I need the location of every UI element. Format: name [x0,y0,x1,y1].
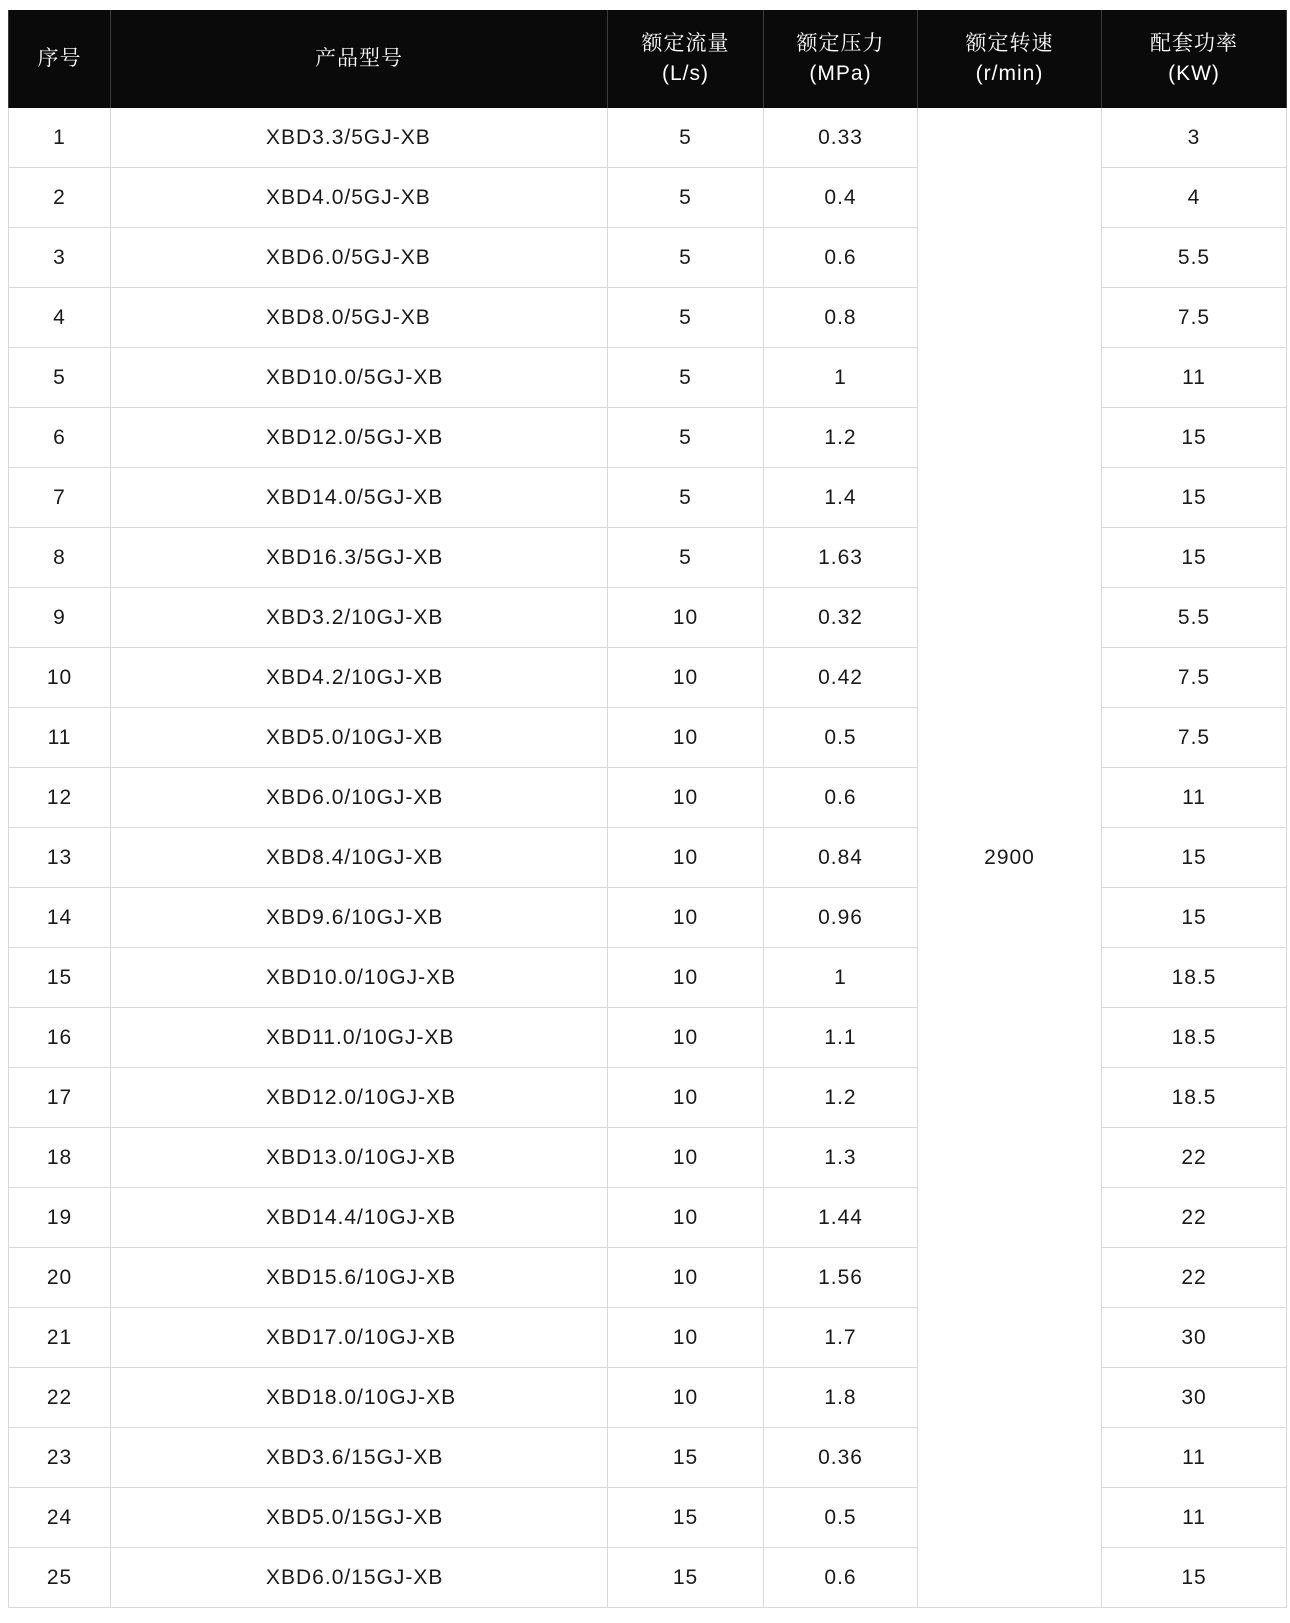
cell-flow: 5 [608,468,764,528]
cell-model: XBD8.0/5GJ-XB [111,288,608,348]
cell-index: 3 [9,228,111,288]
cell-pressure: 0.33 [764,108,918,168]
cell-index: 10 [9,648,111,708]
cell-index: 20 [9,1248,111,1308]
cell-index: 8 [9,528,111,588]
cell-pressure: 0.42 [764,648,918,708]
cell-pressure: 0.36 [764,1428,918,1488]
cell-model: XBD4.2/10GJ-XB [111,648,608,708]
cell-power: 15 [1102,528,1287,588]
cell-index: 15 [9,948,111,1008]
cell-model: XBD3.2/10GJ-XB [111,588,608,648]
cell-model: XBD10.0/10GJ-XB [111,948,608,1008]
cell-pressure: 0.5 [764,1488,918,1548]
cell-model: XBD18.0/10GJ-XB [111,1368,608,1428]
cell-model: XBD16.3/5GJ-XB [111,528,608,588]
cell-model: XBD9.6/10GJ-XB [111,888,608,948]
cell-flow: 10 [608,1008,764,1068]
cell-power: 11 [1102,1488,1287,1548]
header-pressure [764,10,918,108]
cell-model: XBD5.0/15GJ-XB [111,1488,608,1548]
cell-pressure: 1.1 [764,1008,918,1068]
header-speed-label: 额定转速 [965,32,1054,55]
cell-flow: 5 [608,108,764,168]
cell-index: 1 [9,108,111,168]
cell-flow: 10 [608,588,764,648]
cell-pressure: 0.84 [764,828,918,888]
header-flow [608,10,764,108]
header-pressure-label: 额定压力 [796,32,885,55]
header-flow-unit: (L/s) [662,62,709,85]
cell-index: 9 [9,588,111,648]
cell-model: XBD3.6/15GJ-XB [111,1428,608,1488]
cell-power: 4 [1102,168,1287,228]
cell-pressure: 0.32 [764,588,918,648]
header-pressure-unit: (MPa) [809,62,872,85]
cell-model: XBD13.0/10GJ-XB [111,1128,608,1188]
cell-power: 18.5 [1102,948,1287,1008]
cell-power: 7.5 [1102,288,1287,348]
cell-flow: 15 [608,1488,764,1548]
cell-flow: 10 [608,1368,764,1428]
cell-flow: 5 [608,288,764,348]
cell-index: 2 [9,168,111,228]
header-index [9,10,111,108]
cell-index: 12 [9,768,111,828]
cell-model: XBD3.3/5GJ-XB [111,108,608,168]
header-power-label: 配套功率 [1150,32,1238,55]
cell-index: 18 [9,1128,111,1188]
cell-pressure: 1.56 [764,1248,918,1308]
cell-pressure: 1.63 [764,528,918,588]
cell-index: 6 [9,408,111,468]
cell-power: 5.5 [1102,228,1287,288]
cell-model: XBD5.0/10GJ-XB [111,708,608,768]
cell-pressure: 0.6 [764,768,918,828]
cell-flow: 10 [608,1248,764,1308]
cell-index: 11 [9,708,111,768]
cell-power: 11 [1102,348,1287,408]
cell-index: 13 [9,828,111,888]
cell-power: 5.5 [1102,588,1287,648]
cell-pressure: 0.4 [764,168,918,228]
cell-model: XBD12.0/10GJ-XB [111,1068,608,1128]
cell-pressure: 1.3 [764,1128,918,1188]
cell-flow: 15 [608,1548,764,1608]
cell-power: 18.5 [1102,1008,1287,1068]
cell-index: 4 [9,288,111,348]
cell-pressure: 1.2 [764,408,918,468]
cell-power: 18.5 [1102,1068,1287,1128]
header-index-label: 序号 [37,47,82,70]
cell-model: XBD4.0/5GJ-XB [111,168,608,228]
cell-model: XBD14.4/10GJ-XB [111,1188,608,1248]
cell-pressure: 0.6 [764,1548,918,1608]
cell-flow: 10 [608,828,764,888]
cell-index: 24 [9,1488,111,1548]
cell-power: 7.5 [1102,708,1287,768]
cell-flow: 10 [608,1188,764,1248]
cell-model: XBD6.0/15GJ-XB [111,1548,608,1608]
cell-model: XBD12.0/5GJ-XB [111,408,608,468]
header-flow-label: 额定流量 [641,32,730,55]
cell-power: 30 [1102,1368,1287,1428]
cell-rated-speed: 2900 [918,108,1102,1608]
cell-model: XBD6.0/10GJ-XB [111,768,608,828]
cell-flow: 5 [608,408,764,468]
cell-power: 15 [1102,888,1287,948]
cell-flow: 5 [608,528,764,588]
spec-table-container [8,10,1286,1608]
cell-index: 25 [9,1548,111,1608]
cell-power: 30 [1102,1308,1287,1368]
cell-power: 7.5 [1102,648,1287,708]
cell-pressure: 0.5 [764,708,918,768]
cell-index: 23 [9,1428,111,1488]
cell-pressure: 0.8 [764,288,918,348]
cell-index: 17 [9,1068,111,1128]
table-row [9,108,1287,168]
cell-pressure: 0.96 [764,888,918,948]
cell-index: 14 [9,888,111,948]
header-speed [918,10,1102,108]
cell-power: 22 [1102,1188,1287,1248]
cell-power: 15 [1102,468,1287,528]
cell-flow: 10 [608,768,764,828]
cell-index: 5 [9,348,111,408]
cell-flow: 10 [608,888,764,948]
pump-spec-table [8,10,1287,1608]
header-row [9,10,1287,108]
cell-flow: 10 [608,1128,764,1188]
cell-flow: 5 [608,168,764,228]
table-header [9,10,1287,108]
cell-pressure: 1.8 [764,1368,918,1428]
cell-flow: 5 [608,228,764,288]
header-power [1102,10,1287,108]
cell-model: XBD14.0/5GJ-XB [111,468,608,528]
cell-index: 16 [9,1008,111,1068]
cell-model: XBD6.0/5GJ-XB [111,228,608,288]
cell-model: XBD17.0/10GJ-XB [111,1308,608,1368]
cell-pressure: 1 [764,948,918,1008]
cell-pressure: 0.6 [764,228,918,288]
cell-model: XBD11.0/10GJ-XB [111,1008,608,1068]
cell-flow: 10 [608,948,764,1008]
cell-power: 15 [1102,828,1287,888]
header-model-label: 产品型号 [315,47,403,70]
cell-pressure: 1.4 [764,468,918,528]
cell-model: XBD15.6/10GJ-XB [111,1248,608,1308]
cell-power: 22 [1102,1248,1287,1308]
cell-pressure: 1.44 [764,1188,918,1248]
cell-power: 3 [1102,108,1287,168]
cell-index: 19 [9,1188,111,1248]
cell-model: XBD10.0/5GJ-XB [111,348,608,408]
cell-power: 11 [1102,1428,1287,1488]
cell-flow: 10 [608,1068,764,1128]
cell-power: 11 [1102,768,1287,828]
cell-flow: 10 [608,1308,764,1368]
cell-flow: 10 [608,708,764,768]
cell-power: 22 [1102,1128,1287,1188]
cell-index: 22 [9,1368,111,1428]
cell-index: 7 [9,468,111,528]
cell-flow: 10 [608,648,764,708]
cell-index: 21 [9,1308,111,1368]
cell-flow: 5 [608,348,764,408]
header-power-unit: (KW) [1168,62,1220,85]
cell-power: 15 [1102,1548,1287,1608]
table-body [9,108,1287,1608]
header-speed-unit: (r/min) [975,62,1044,85]
cell-pressure: 1.7 [764,1308,918,1368]
cell-flow: 15 [608,1428,764,1488]
cell-model: XBD8.4/10GJ-XB [111,828,608,888]
cell-pressure: 1 [764,348,918,408]
cell-pressure: 1.2 [764,1068,918,1128]
header-model [111,10,608,108]
cell-power: 15 [1102,408,1287,468]
